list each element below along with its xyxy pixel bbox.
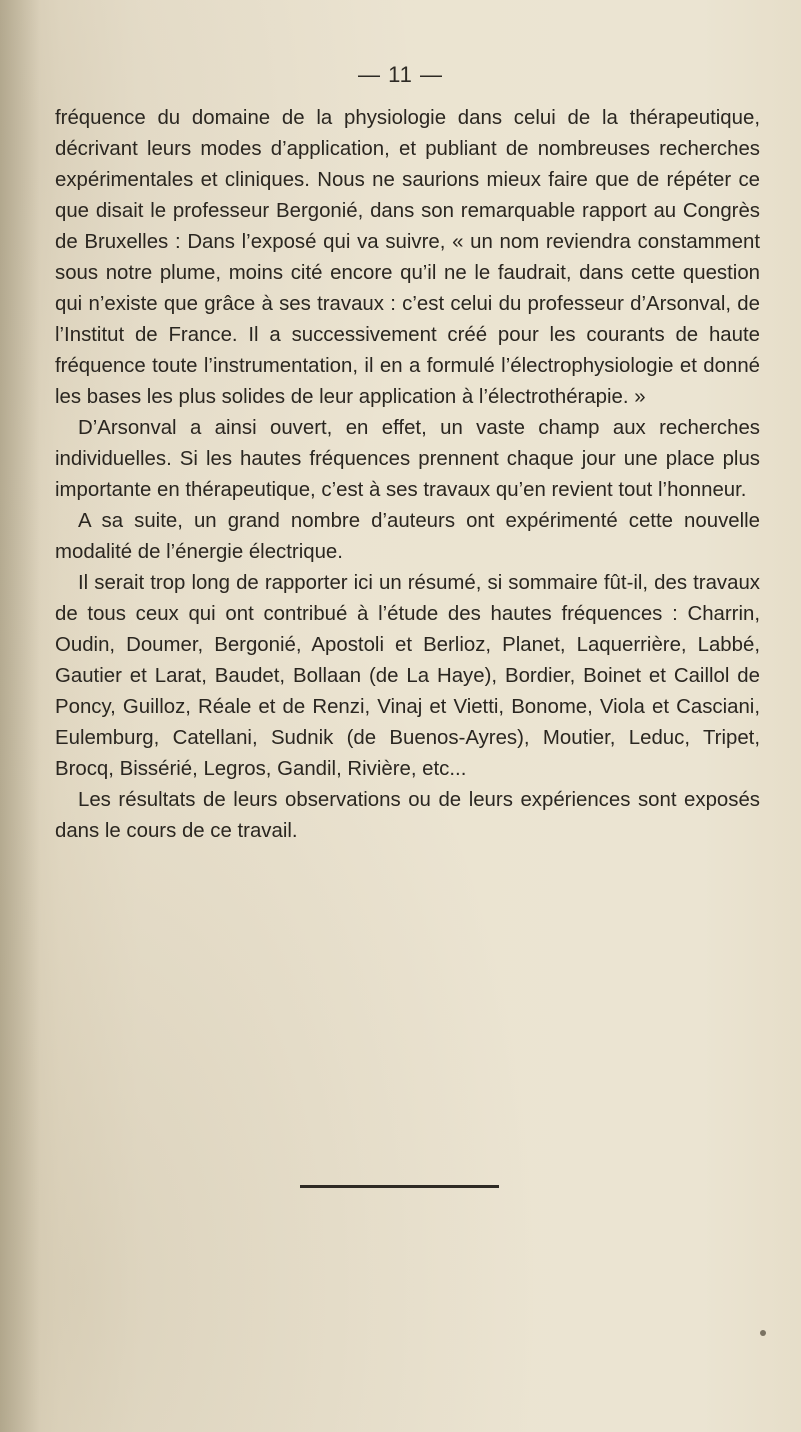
paper-speck xyxy=(760,1330,766,1336)
paragraph-3: A sa suite, un grand nombre d’auteurs ont expérimenté cette nouvelle modalité de l’énergie électrique. xyxy=(55,510,760,563)
page-edge-shadow xyxy=(0,0,40,1432)
paragraph-5: Les résultats de leurs observations ou de leurs expériences sont exposés dans le cours de ce travail. xyxy=(55,789,760,842)
section-divider xyxy=(300,1185,499,1188)
page-number: — 11 — xyxy=(357,62,444,87)
paragraph-1: fréquence du domaine de la physiologie dans celui de la thérapeutique, décrivant leurs modes d’application, et publiant de nombreuses recherches expérimentales et cliniques. Nous ne saurions mieux faire que de répéter ce que disait le professeur Bergonié, dans son remarquable rapport au Congrès de Bruxelles : Dans l’exposé qui va suivre, « un nom reviendra constamment sous notre plume, moins cité encore qu’il ne le faudrait, dans cette question qui n’existe que grâce à ses travaux : c’est celui du professeur d’Arsonval, de l’Institut de France. Il a successivement créé pour les courants de haute fréquence toute l’instrumentation, il en a formulé l’électrophysiologie et donné les bases les plus solides de leur application à l’électrothérapie. » xyxy=(55,107,760,408)
paragraph-4: Il serait trop long de rapporter ici un résumé, si sommaire fût-il, des travaux de tous ceux qui ont contribué à l’étude des hautes fréquences : Charrin, Oudin, Doumer, Bergonié, Apostoli et Berlioz, Planet, Laquerrière, Labbé, Gautier et Larat, Baudet, Bollaan (de La Haye), Bordier, Boinet et Caillol de Poncy, Guilloz, Réale et de Renzi, Vinaj et Vietti, Bonome, Viola et Casciani, Eulemburg, Catellani, Sudnik (de Buenos-Ayres), Moutier, Leduc, Tripet, Brocq, Bissérié, Legros, Gandil, Rivière, etc... xyxy=(55,572,760,780)
body-text xyxy=(55,103,760,847)
paragraph-2: D’Arsonval a ainsi ouvert, en effet, un vaste champ aux recherches individuelles. Si les hautes fréquences prennent chaque jour une place plus importante en thérapeutique, c’est à ses travaux qu’en revient tout l’honneur. xyxy=(55,417,760,501)
